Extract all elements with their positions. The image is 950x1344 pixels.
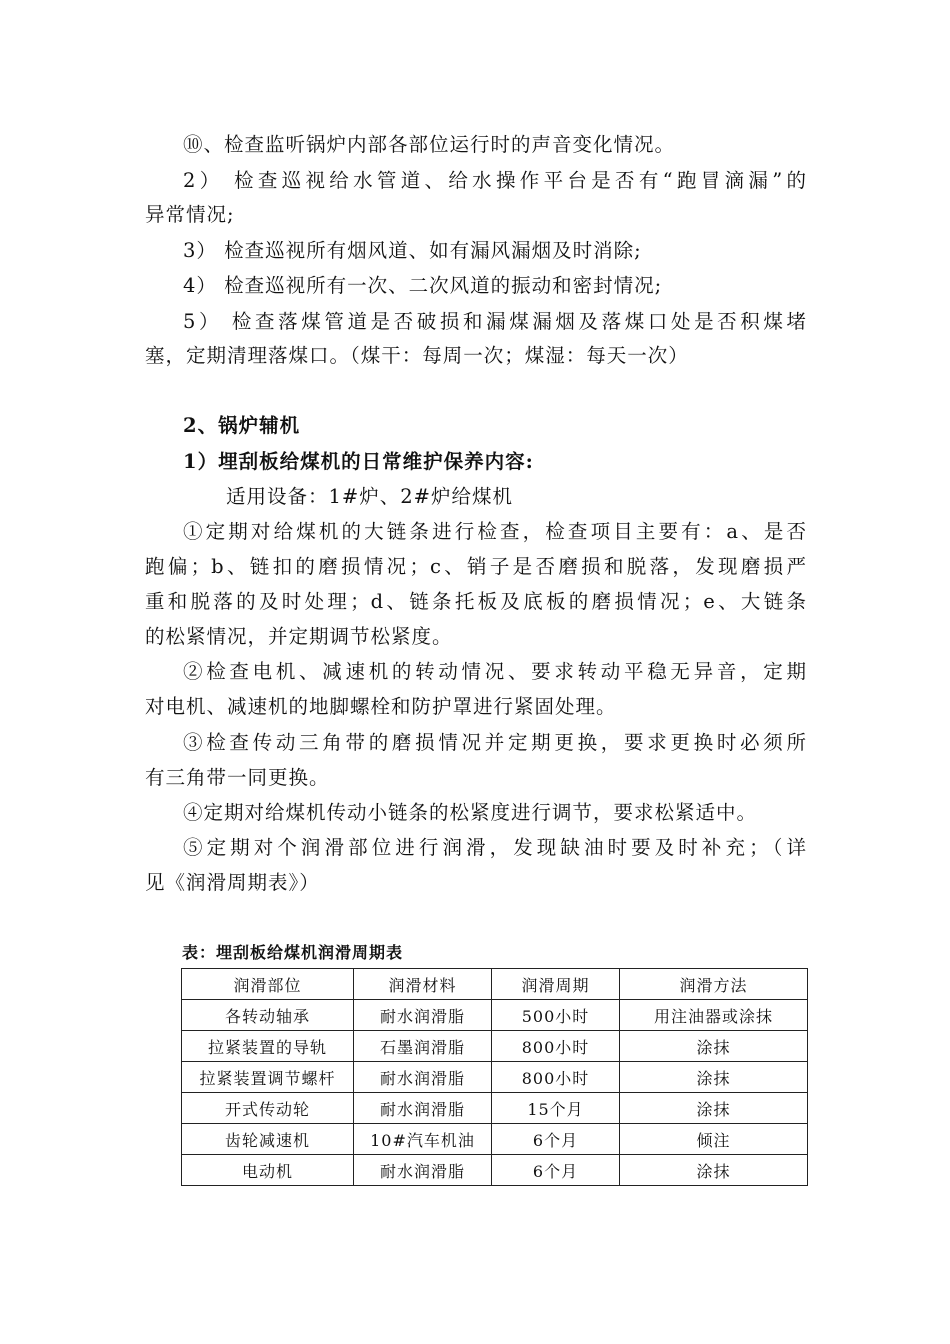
paragraph-item-2-line1: 2） 检查巡视给水管道、给水操作平台是否有“跑冒滴漏”的 (183, 169, 807, 192)
cell-cycle: 15个月 (492, 1093, 620, 1124)
lubrication-cycle-table (181, 968, 808, 1186)
table-row (182, 1124, 808, 1155)
cell-method: 涂抹 (620, 1031, 808, 1062)
cell-cycle: 6个月 (492, 1124, 620, 1155)
cell-method: 用注油器或涂抹 (620, 1000, 808, 1031)
section-heading-boiler-auxiliary: 2、锅炉辅机 (183, 414, 301, 437)
header-lube-cycle: 润滑周期 (492, 969, 620, 1000)
cell-location: 拉紧装置的导轨 (182, 1031, 354, 1062)
paragraph-item-2-line2: 异常情况; (145, 203, 235, 226)
cell-method: 倾注 (620, 1124, 808, 1155)
paragraph-check-1-line1: ①定期对给煤机的大链条进行检查，检查项目主要有：a、是否 (183, 520, 807, 543)
paragraph-check-5-line2: 见《润滑周期表》） (145, 871, 320, 894)
cell-method: 涂抹 (620, 1155, 808, 1186)
cell-location: 开式传动轮 (182, 1093, 354, 1124)
paragraph-item-5-line1: 5） 检查落煤管道是否破损和漏煤漏烟及落煤口处是否积煤堵 (183, 310, 807, 333)
table-row (182, 1062, 808, 1093)
paragraph-item-10: ⑩、检查监听锅炉内部各部位运行时的声音变化情况。 (183, 133, 676, 156)
paragraph-check-1-line2: 跑偏；b、链扣的磨损情况；c、销子是否磨损和脱落，发现磨损严 (145, 555, 807, 578)
cell-location: 拉紧装置调节螺杆 (182, 1062, 354, 1093)
applicable-equipment: 适用设备：1#炉、2#炉给煤机 (226, 485, 513, 508)
header-lube-location: 润滑部位 (182, 969, 354, 1000)
cell-material: 耐水润滑脂 (354, 1155, 492, 1186)
table-caption: 表：埋刮板给煤机润滑周期表 (182, 943, 404, 962)
table-row (182, 1031, 808, 1062)
cell-location: 各转动轴承 (182, 1000, 354, 1031)
cell-cycle: 800小时 (492, 1031, 620, 1062)
cell-material: 10#汽车机油 (354, 1124, 492, 1155)
paragraph-check-1-line4: 的松紧情况，并定期调节松紧度。 (145, 625, 453, 648)
paragraph-check-2-line2: 对电机、减速机的地脚螺栓和防护罩进行紧固处理。 (145, 695, 617, 718)
cell-material: 耐水润滑脂 (354, 1062, 492, 1093)
cell-method: 涂抹 (620, 1062, 808, 1093)
header-lube-material: 润滑材料 (354, 969, 492, 1000)
cell-cycle: 800小时 (492, 1062, 620, 1093)
cell-cycle: 500小时 (492, 1000, 620, 1031)
cell-method: 涂抹 (620, 1093, 808, 1124)
header-lube-method: 润滑方法 (620, 969, 808, 1000)
table-header-row (182, 969, 808, 1000)
table-row (182, 1093, 808, 1124)
paragraph-item-4: 4） 检查巡视所有一次、二次风道的振动和密封情况; (183, 274, 663, 297)
cell-cycle: 6个月 (492, 1155, 620, 1186)
paragraph-item-3: 3） 检查巡视所有烟风道、如有漏风漏烟及时消除; (183, 239, 642, 262)
cell-location: 电动机 (182, 1155, 354, 1186)
paragraph-check-2-line1: ②检查电机、减速机的转动情况、要求转动平稳无异音，定期 (183, 660, 807, 683)
cell-material: 耐水润滑脂 (354, 1093, 492, 1124)
cell-location: 齿轮减速机 (182, 1124, 354, 1155)
paragraph-check-3-line1: ③检查传动三角带的磨损情况并定期更换，要求更换时必须所 (183, 731, 807, 754)
paragraph-check-4: ④定期对给煤机传动小链条的松紧度进行调节，要求松紧适中。 (183, 801, 758, 824)
paragraph-check-1-line3: 重和脱落的及时处理；d、链条托板及底板的磨损情况；e、大链条 (145, 590, 807, 613)
table-row (182, 1000, 808, 1031)
paragraph-check-5-line1: ⑤定期对个润滑部位进行润滑，发现缺油时要及时补充；（详 (183, 836, 807, 859)
cell-material: 石墨润滑脂 (354, 1031, 492, 1062)
subsection-heading-coal-feeder: 1）埋刮板给煤机的日常维护保养内容: (183, 450, 534, 473)
table-row (182, 1155, 808, 1186)
cell-material: 耐水润滑脂 (354, 1000, 492, 1031)
paragraph-check-3-line2: 有三角带一同更换。 (145, 766, 330, 789)
paragraph-item-5-line2: 塞，定期清理落煤口。（煤干：每周一次；煤湿：每天一次） (145, 344, 689, 367)
